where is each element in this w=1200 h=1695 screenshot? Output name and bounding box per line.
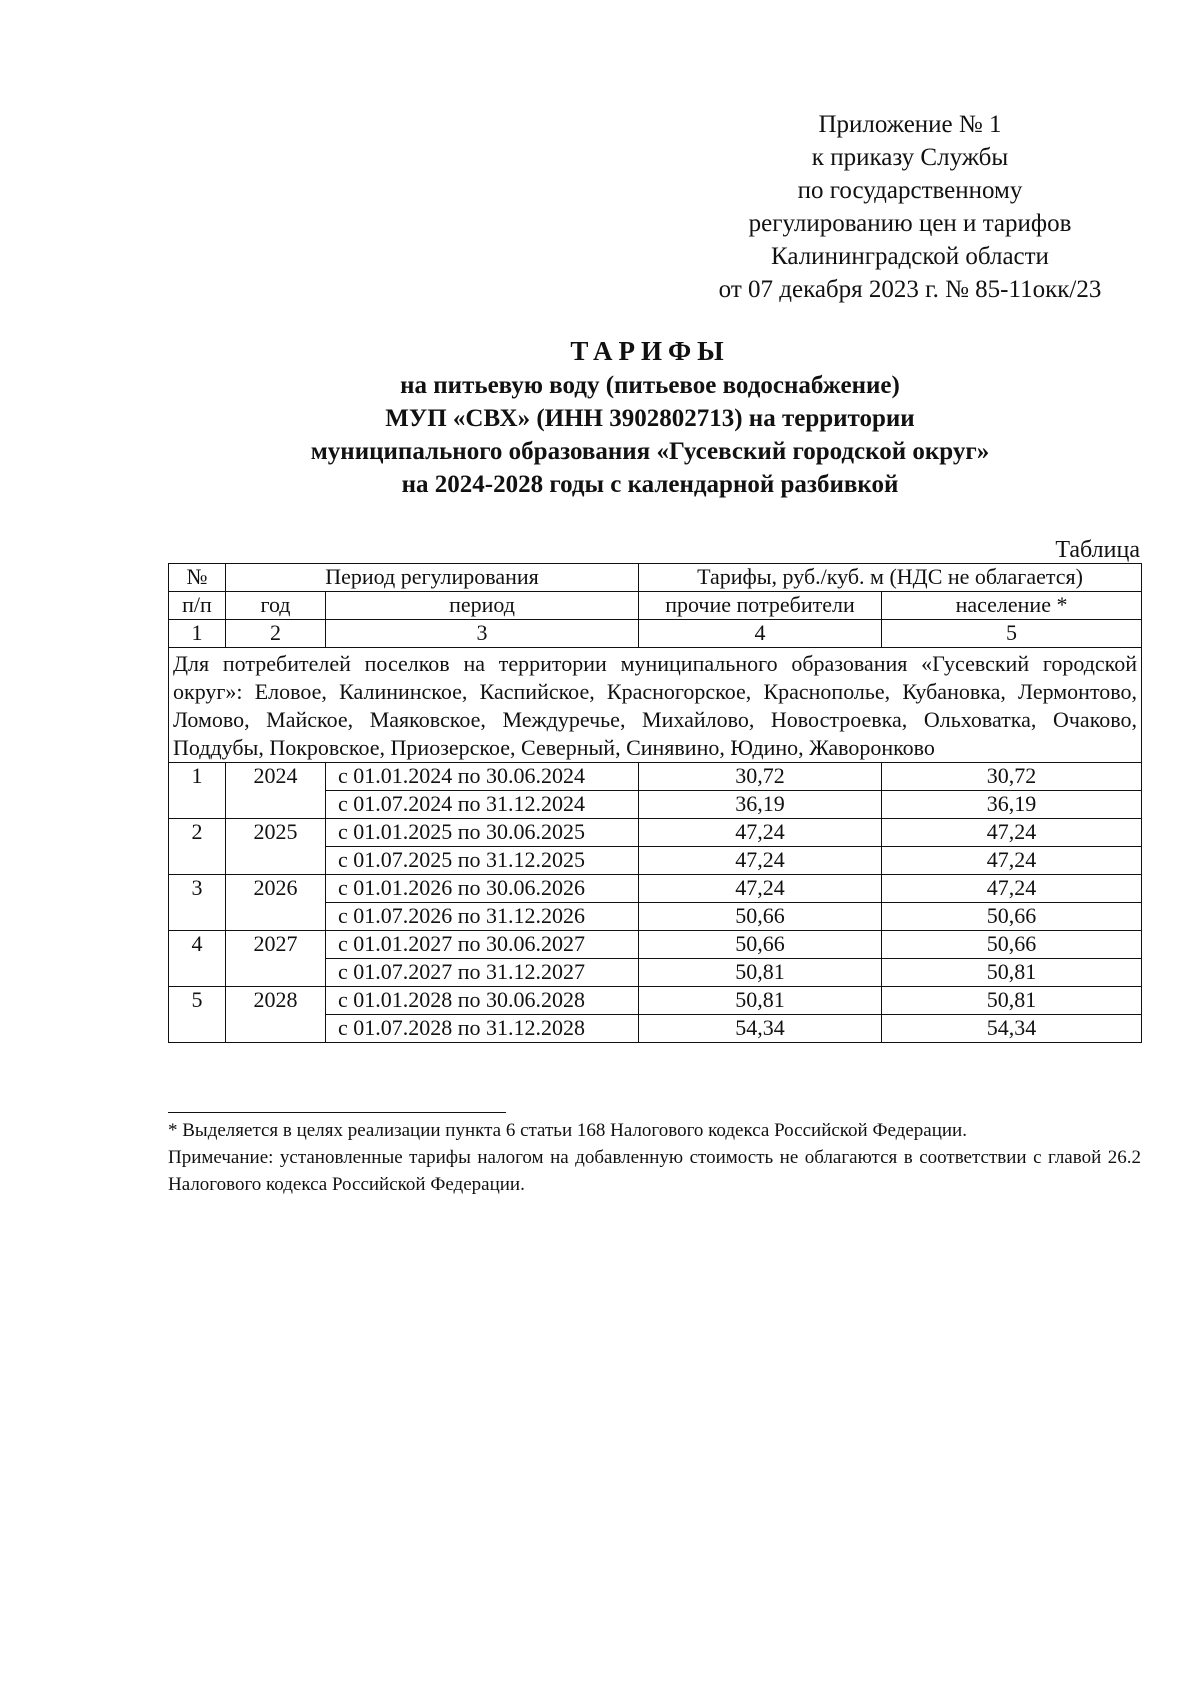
row-tariff-other: 47,24 <box>639 819 882 847</box>
row-period: с 01.01.2028 по 30.06.2028 <box>326 987 639 1015</box>
title-line: на питьевую воду (питьевое водоснабжение) <box>400 372 900 399</box>
appendix-line: от 07 декабря 2023 г. № 85-11окк/23 <box>718 276 1102 303</box>
row-period: с 01.07.2027 по 31.12.2027 <box>326 959 639 987</box>
column-number: 1 <box>169 620 226 648</box>
row-tariff-population: 50,81 <box>882 987 1142 1015</box>
header-other: прочие потребители <box>639 592 882 620</box>
row-tariff-population: 50,66 <box>882 903 1142 931</box>
row-number: 1 <box>169 763 226 819</box>
row-tariff-population: 50,66 <box>882 931 1142 959</box>
table-row <box>169 763 1142 791</box>
document-title <box>160 333 1140 501</box>
row-tariff-other: 47,24 <box>639 875 882 903</box>
row-period: с 01.01.2024 по 30.06.2024 <box>326 763 639 791</box>
column-number-row <box>169 620 1142 648</box>
row-tariff-population: 36,19 <box>882 791 1142 819</box>
row-tariff-other: 36,19 <box>639 791 882 819</box>
row-tariff-population: 54,34 <box>882 1015 1142 1043</box>
row-tariff-population: 50,81 <box>882 959 1142 987</box>
column-number: 4 <box>639 620 882 648</box>
row-number: 5 <box>169 987 226 1043</box>
footnotes <box>168 1117 1141 1198</box>
header-row-1 <box>169 564 1142 592</box>
row-tariff-other: 47,24 <box>639 847 882 875</box>
header-tariff-group: Тарифы, руб./куб. м (НДС не облагается) <box>639 564 1142 592</box>
title-line: МУП «СВХ» (ИНН 3902802713) на территории <box>385 405 915 432</box>
title-line: на 2024-2028 годы с календарной разбивкой <box>401 471 899 498</box>
appendix-line: регулированию цен и тарифов <box>748 210 1072 237</box>
appendix-block <box>640 108 1180 306</box>
footnote-remark: Примечание: установленные тарифы налогом на добавленную стоимость не облагаются в соответствии с главой 26.2 Налогового кодекса Российской Федерации. <box>168 1147 1141 1195</box>
table-row <box>169 875 1142 903</box>
row-period: с 01.07.2024 по 31.12.2024 <box>326 791 639 819</box>
row-year: 2026 <box>226 875 326 931</box>
tariff-table <box>168 563 1142 1043</box>
row-period: с 01.01.2025 по 30.06.2025 <box>326 819 639 847</box>
row-tariff-other: 30,72 <box>639 763 882 791</box>
note-row <box>169 648 1142 763</box>
header-period: период <box>326 592 639 620</box>
title-main: ТАРИФЫ <box>570 336 730 366</box>
table-caption: Таблица <box>1055 537 1140 563</box>
footnote-divider <box>168 1112 506 1113</box>
row-tariff-other: 50,66 <box>639 931 882 959</box>
table-row <box>169 819 1142 847</box>
row-year: 2025 <box>226 819 326 875</box>
appendix-line: Калининградской области <box>771 243 1049 270</box>
header-population: население * <box>882 592 1142 620</box>
header-row-2 <box>169 592 1142 620</box>
header-year: год <box>226 592 326 620</box>
row-number: 4 <box>169 931 226 987</box>
appendix-line: Приложение № 1 <box>818 111 1002 138</box>
row-period: с 01.01.2026 по 30.06.2026 <box>326 875 639 903</box>
row-year: 2024 <box>226 763 326 819</box>
column-number: 3 <box>326 620 639 648</box>
row-tariff-population: 30,72 <box>882 763 1142 791</box>
row-period: с 01.07.2025 по 31.12.2025 <box>326 847 639 875</box>
appendix-line: к приказу Службы <box>811 144 1009 171</box>
header-num-bottom: п/п <box>169 592 226 620</box>
row-tariff-other: 50,81 <box>639 959 882 987</box>
row-number: 2 <box>169 819 226 875</box>
footnote-asterisk: * Выделяется в целях реализации пункта 6 статьи 168 Налогового кодекса Российской Федерации. <box>168 1120 967 1141</box>
row-tariff-other: 50,66 <box>639 903 882 931</box>
table-row <box>169 931 1142 959</box>
row-tariff-other: 54,34 <box>639 1015 882 1043</box>
row-number: 3 <box>169 875 226 931</box>
row-year: 2027 <box>226 931 326 987</box>
column-number: 2 <box>226 620 326 648</box>
header-num-top: № <box>169 564 226 592</box>
title-line: муниципального образования «Гусевский городской округ» <box>310 438 990 465</box>
row-tariff-population: 47,24 <box>882 819 1142 847</box>
table-row <box>169 987 1142 1015</box>
column-number: 5 <box>882 620 1142 648</box>
row-tariff-population: 47,24 <box>882 847 1142 875</box>
row-period: с 01.07.2026 по 31.12.2026 <box>326 903 639 931</box>
row-year: 2028 <box>226 987 326 1043</box>
row-tariff-other: 50,81 <box>639 987 882 1015</box>
row-tariff-population: 47,24 <box>882 875 1142 903</box>
row-period: с 01.01.2027 по 30.06.2027 <box>326 931 639 959</box>
row-period: с 01.07.2028 по 31.12.2028 <box>326 1015 639 1043</box>
header-period-group: Период регулирования <box>226 564 639 592</box>
settlements-note: Для потребителей поселков на территории муниципального образования «Гусевский городской округ»: Еловое, Калининское, Каспийское, Красногорское, Краснополье, Кубановка, Лермонтово, Ломово, Майское, Маяковское, Междуречье, Михайлово, Новостроевка, Ольховатка, Очаково, Поддубы, Покровское, Приозерское, Северный, Синявино, Юдино, Жаворонково <box>169 648 1142 763</box>
appendix-line: по государственному <box>797 177 1023 204</box>
